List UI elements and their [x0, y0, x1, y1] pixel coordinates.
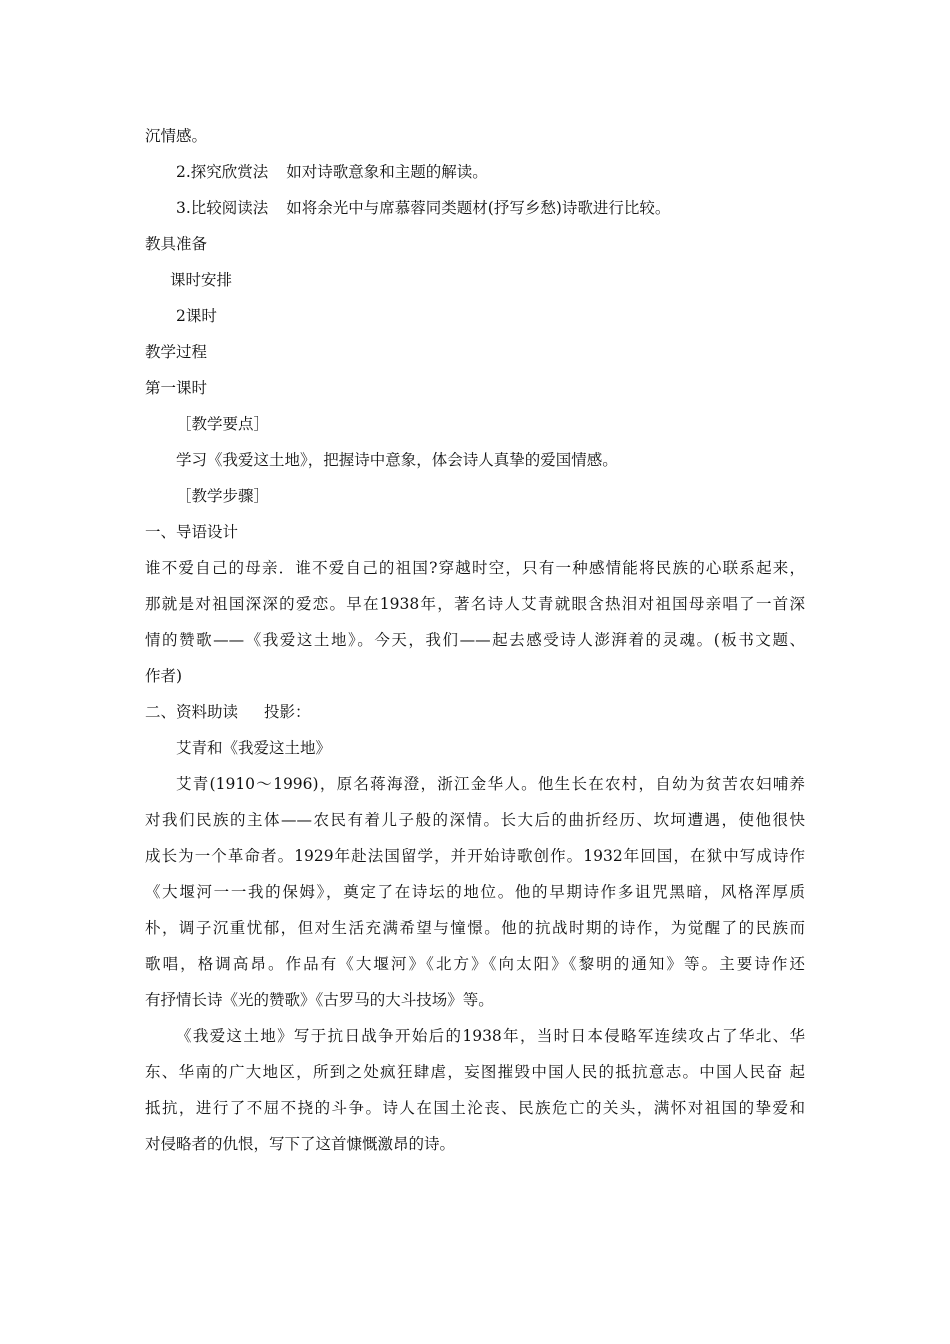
section-heading: 教学过程 [145, 343, 208, 361]
section-heading: 课时安排 [170, 271, 233, 289]
text-line: 沉情感。 [145, 127, 208, 145]
method-desc: 如对诗歌意象和主题的解读。 [286, 163, 488, 181]
text-line [176, 162, 488, 182]
section-title: 二、资料助读 [145, 703, 239, 721]
section-heading: 教具准备 [145, 235, 208, 253]
text-line: 学习《我爱这土地》，把握诗中意象，体会诗人真挚的爱国情感。 [176, 451, 618, 469]
paragraph-line: 作者) [145, 667, 183, 685]
method-desc: 如将余光中与席慕蓉同类题材(抒写乡愁)诗歌进行比较。 [286, 199, 671, 217]
paragraph-line: 有抒情长诗《光的赞歌》《古罗马的大斗技场》等。 [145, 991, 494, 1009]
text-line [176, 198, 670, 218]
subheading: ［教学步骤］ [176, 487, 270, 505]
text-line: 2课时 [176, 307, 217, 325]
paragraph-line: 成长为一个革命者。1929年赴法国留学，并开始诗歌创作。1932年回国，在狱中写成诗作 [145, 847, 805, 865]
method-title: 3.比较阅读法 [176, 199, 269, 217]
subheading: ［教学要点］ [176, 415, 270, 433]
subheading: 艾青和《我爱这土地》 [176, 739, 332, 757]
method-title: 2.探究欣赏法 [176, 163, 269, 181]
projection-label: 投影： [264, 703, 311, 721]
paragraph-line: 对我们民族的主体——农民有着儿子般的深情。长大后的曲折经历、坎坷遭遇，使他很快 [145, 811, 805, 829]
paragraph-line: 谁不爱自己的母亲．谁不爱自己的祖国?穿越时空，只有一种感情能将民族的心联系起来， [145, 559, 805, 577]
paragraph-line: 朴，调子沉重忧郁，但对生活充满希望与憧憬。他的抗战时期的诗作，为觉醒了的民族而 [145, 919, 805, 937]
paragraph-line: 《我爱这土地》写于抗日战争开始后的1938年，当时日本侵略军连续攻占了华北、华 [176, 1027, 805, 1045]
paragraph-line: 那就是对祖国深深的爱恋。早在1938年，著名诗人艾青就眼含热泪对祖国母亲唱了一首深 [145, 595, 805, 613]
paragraph-line: 《大堰河一一我的保姆》，奠定了在诗坛的地位。他的早期诗作多诅咒黑暗，风格浑厚质 [145, 883, 805, 901]
section-heading: 一、导语设计 [145, 523, 239, 541]
paragraph-line: 歌唱，格调高昂。作品有《大堰河》《北方》《向太阳》《黎明的通知》等。主要诗作还 [145, 955, 805, 973]
paragraph-line: 艾青(1910～1996)，原名蒋海澄，浙江金华人。他生长在农村，自幼为贫苦农妇哺养 [176, 775, 805, 793]
paragraph-line: 东、华南的广大地区，所到之处疯狂肆虐，妄图摧毁中国人民的抵抗意志。中国人民奋 起 [145, 1063, 805, 1081]
section-heading [145, 702, 311, 722]
paragraph-line: 对侵略者的仇恨，写下了这首慷慨激昂的诗。 [145, 1135, 456, 1153]
paragraph-line: 情的赞歌——《我爱这土地》。今天，我们——起去感受诗人澎湃着的灵魂。(板书文题、 [145, 631, 805, 649]
section-heading: 第一课时 [145, 379, 208, 397]
paragraph-line: 抵抗，进行了不屈不挠的斗争。诗人在国土沦丧、民族危亡的关头，满怀对祖国的挚爱和 [145, 1099, 805, 1117]
